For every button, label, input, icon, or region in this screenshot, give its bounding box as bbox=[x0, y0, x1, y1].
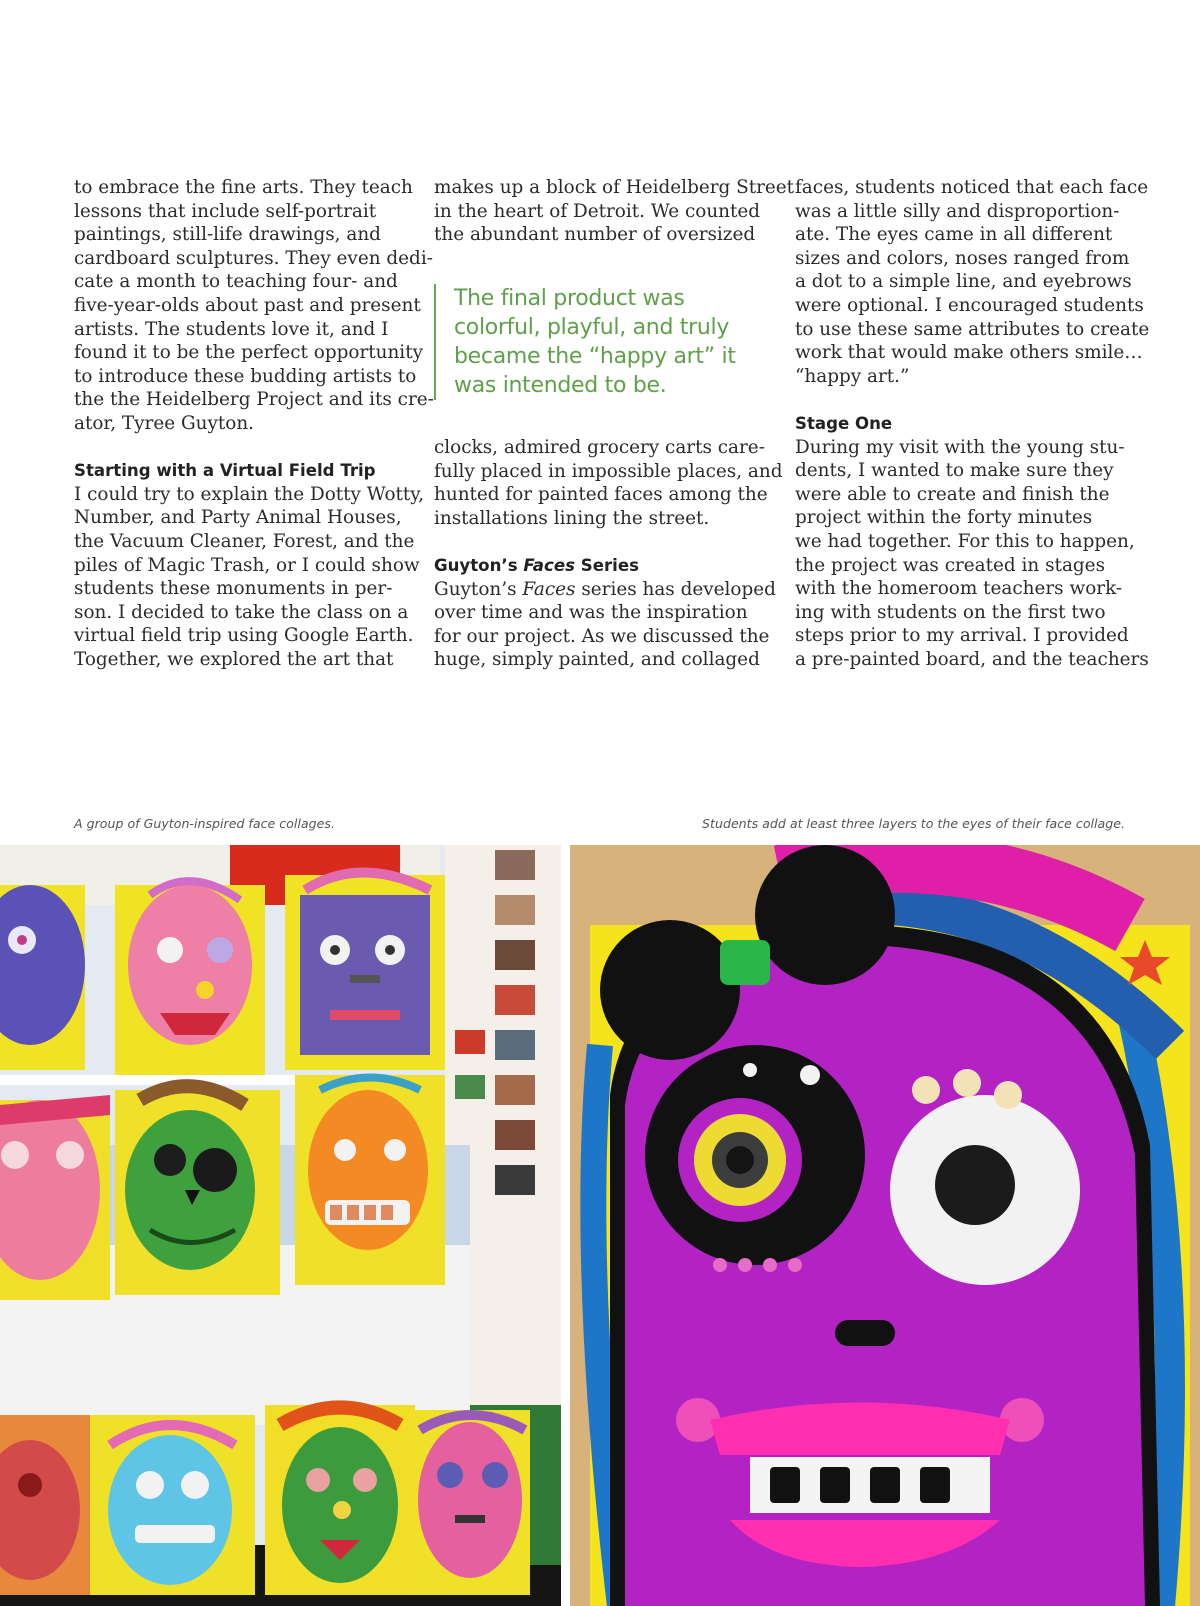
text-line: the the Heidelberg Project and its cre- bbox=[74, 389, 434, 411]
photo-caption-right: Students add at least three layers to the eyes of their face collage. bbox=[702, 816, 1125, 831]
article-column-3 bbox=[795, 176, 1150, 671]
text-line: son. I decided to take the class on a bbox=[74, 601, 409, 623]
text-line: five-year-olds about past and present bbox=[74, 294, 421, 316]
heading-italic-part: Faces bbox=[523, 555, 575, 575]
text-line bbox=[434, 578, 776, 602]
photo-face-collage-closeup bbox=[570, 845, 1200, 1606]
paragraph-heidelberg bbox=[434, 176, 795, 247]
text-line: cardboard sculptures. They even dedi- bbox=[74, 247, 433, 269]
text-line: was a little silly and disproportion- bbox=[795, 200, 1120, 222]
text-line: project within the forty minutes bbox=[795, 507, 1093, 529]
text-line: steps prior to my arrival. I provided bbox=[795, 625, 1129, 647]
photo-face-collages-group bbox=[0, 845, 561, 1606]
text-line: were able to create and finish the bbox=[795, 483, 1110, 505]
section-heading: Stage One bbox=[795, 413, 893, 433]
article-column-2-continued bbox=[434, 436, 783, 672]
text-line: fully placed in impossible places, and bbox=[434, 460, 783, 482]
text-line: Number, and Party Animal Houses, bbox=[74, 507, 402, 529]
text-line: “happy art.” bbox=[795, 365, 910, 387]
text-line: we had together. For this to happen, bbox=[795, 530, 1135, 552]
text-italic-part: Faces bbox=[522, 578, 576, 600]
text-part: Guyton’s bbox=[434, 578, 523, 600]
text-line: makes up a block of Heidelberg Street bbox=[434, 177, 795, 198]
heading-part: Series bbox=[574, 555, 639, 575]
text-line: were optional. I encouraged students bbox=[795, 294, 1144, 316]
text-line: to use these same attributes to create bbox=[795, 318, 1150, 340]
paragraph-faces-series bbox=[434, 578, 776, 672]
text-line: clocks, admired grocery carts care- bbox=[434, 437, 765, 458]
text-line: installations lining the street. bbox=[434, 507, 710, 529]
text-line: work that would make others smile… bbox=[795, 342, 1143, 364]
collages-illustration bbox=[0, 845, 561, 1606]
paragraph-stage-one bbox=[795, 436, 1149, 672]
text-line: Together, we explored the art that bbox=[74, 648, 394, 670]
photo-caption-left: A group of Guyton-inspired face collages. bbox=[74, 816, 335, 831]
text-line: faces, students noticed that each face bbox=[795, 177, 1149, 198]
section-heading: Starting with a Virtual Field Trip bbox=[74, 461, 376, 481]
pull-quote-line: became the “happy art” it bbox=[454, 344, 736, 369]
heading-part: Guyton’s bbox=[434, 555, 524, 575]
article-column-1 bbox=[74, 176, 434, 671]
text-line: paintings, still-life drawings, and bbox=[74, 224, 381, 246]
text-line: During my visit with the young stu- bbox=[795, 436, 1125, 458]
section-heading bbox=[434, 554, 764, 578]
text-line: over time and was the inspiration bbox=[434, 602, 748, 624]
text-line: the project was created in stages bbox=[795, 554, 1106, 576]
text-line: a dot to a simple line, and eyebrows bbox=[795, 271, 1132, 293]
text-line: piles of Magic Trash, or I could show bbox=[74, 554, 420, 576]
pull-quote bbox=[434, 284, 764, 400]
text-line: to introduce these budding artists to bbox=[74, 365, 417, 387]
text-line: ate. The eyes came in all different bbox=[795, 224, 1113, 246]
text-line: with the homeroom teachers work- bbox=[795, 578, 1123, 600]
closeup-illustration bbox=[570, 845, 1200, 1606]
paragraph-gap bbox=[795, 388, 1125, 412]
text-line: students these monuments in per- bbox=[74, 578, 393, 600]
text-line: the abundant number of oversized bbox=[434, 224, 756, 246]
text-line: ing with students on the first two bbox=[795, 601, 1106, 623]
text-line: huge, simply painted, and collaged bbox=[434, 649, 760, 671]
text-line: found it to be the perfect opportunity bbox=[74, 342, 423, 364]
text-line: hunted for painted faces among the bbox=[434, 484, 768, 506]
text-line: ator, Tyree Guyton. bbox=[74, 412, 255, 434]
text-line: in the heart of Detroit. We counted bbox=[434, 200, 761, 222]
text-line: for our project. As we discussed the bbox=[434, 625, 770, 647]
text-line: cate a month to teaching four- and bbox=[74, 271, 398, 293]
text-line: the Vacuum Cleaner, Forest, and the bbox=[74, 530, 415, 552]
text-part: series has developed bbox=[575, 578, 776, 600]
text-line: lessons that include self-portrait bbox=[74, 200, 377, 222]
text-line: a pre-painted board, and the teachers bbox=[795, 648, 1149, 670]
text-line: sizes and colors, noses ranged from bbox=[795, 247, 1130, 269]
text-line: virtual field trip using Google Earth. bbox=[74, 625, 414, 647]
paragraph-intro bbox=[74, 176, 434, 436]
text-line: to embrace the fine arts. They teach bbox=[74, 177, 413, 198]
article-column-2 bbox=[434, 176, 795, 247]
pull-quote-line: The final product was bbox=[454, 286, 685, 311]
paragraph-gap bbox=[434, 530, 764, 554]
pull-quote-line: colorful, playful, and truly bbox=[454, 315, 730, 340]
pull-quote-line: was intended to be. bbox=[454, 373, 667, 398]
text-line: I could try to explain the Dotty Wotty, bbox=[74, 483, 425, 505]
paragraph-faces bbox=[795, 176, 1150, 388]
paragraph-gap bbox=[74, 436, 404, 460]
paragraph-clocks bbox=[434, 436, 783, 530]
paragraph-field-trip bbox=[74, 483, 425, 672]
text-line: artists. The students love it, and I bbox=[74, 318, 389, 340]
text-line: dents, I wanted to make sure they bbox=[795, 460, 1114, 482]
